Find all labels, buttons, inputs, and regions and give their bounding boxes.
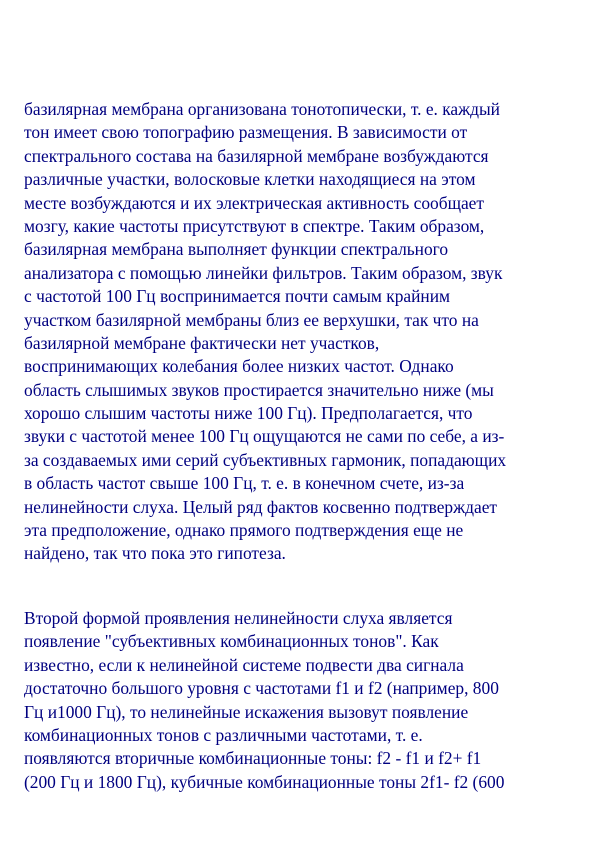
- text-line: (200 Гц и 1800 Гц), кубичные комбинационные тоны 2f1- f2 (600: [24, 771, 505, 792]
- text-line: спектрального состава на базилярной мембране возбуждаются: [24, 145, 489, 166]
- text-line: нелинейности слуха. Целый ряд фактов косвенно подтверждает: [24, 496, 498, 517]
- text-line: анализатора с помощью линейки фильтров. Таким образом, звук: [24, 262, 503, 283]
- paragraph-2: [24, 607, 572, 794]
- text-line: Второй формой проявления нелинейности слуха является: [24, 608, 453, 628]
- text-line: эта предположение, однако прямого подтверждения еще не: [24, 520, 464, 541]
- text-line: за создаваемых ими серий субъективных гармоник, попадающих: [24, 449, 507, 470]
- paragraph-1: [24, 98, 572, 566]
- text-line: появление "субъективных комбинационных тонов". Как: [24, 631, 439, 652]
- text-line: тон имеет свою топографию размещения. В зависимости от: [24, 122, 468, 143]
- text-line: базилярная мембрана организована тонотопически, т. е. каждый: [24, 99, 500, 119]
- text-line: участком базилярной мембраны близ ее верхушки, так что на: [24, 309, 479, 330]
- text-line: звуки с частотой менее 100 Гц ощущаются не сами по себе, а из-: [24, 426, 505, 447]
- text-line: хорошо слышим частоты ниже 100 Гц). Предполагается, что: [24, 403, 473, 424]
- text-line: найдено, так что пока это гипотеза.: [24, 543, 286, 564]
- text-line: достаточно большого уровня с частотами f1 и f2 (например, 800: [24, 678, 499, 699]
- text-line: появляются вторичные комбинационные тоны: f2 - f1 и f2+ f1: [24, 748, 482, 769]
- text-line: с частотой 100 Гц воспринимается почти самым крайним: [24, 286, 451, 307]
- text-line: область слышимых звуков простирается значительно ниже (мы: [24, 379, 494, 400]
- text-line: известно, если к нелинейной системе подвести два сигнала: [24, 654, 464, 675]
- text-line: месте возбуждаются и их электрическая активность сообщает: [24, 192, 485, 213]
- text-line: в область частот свыше 100 Гц, т. е. в конечном счете, из-за: [24, 473, 465, 494]
- text-line: базилярной мембране фактически нет участков,: [24, 332, 380, 353]
- text-line: Гц и1000 Гц), то нелинейные искажения вызовут появление: [24, 701, 469, 722]
- text-line: воспринимающих колебания более низких частот. Однако: [24, 356, 454, 377]
- text-line: различные участки, волосковые клетки находящиеся на этом: [24, 169, 476, 190]
- text-line: комбинационных тонов с различными частотами, т. е.: [24, 724, 423, 745]
- text-line: мозгу, какие частоты присутствуют в спектре. Таким образом,: [24, 215, 485, 236]
- text-line: базилярная мембрана выполняет функции спектрального: [24, 239, 449, 260]
